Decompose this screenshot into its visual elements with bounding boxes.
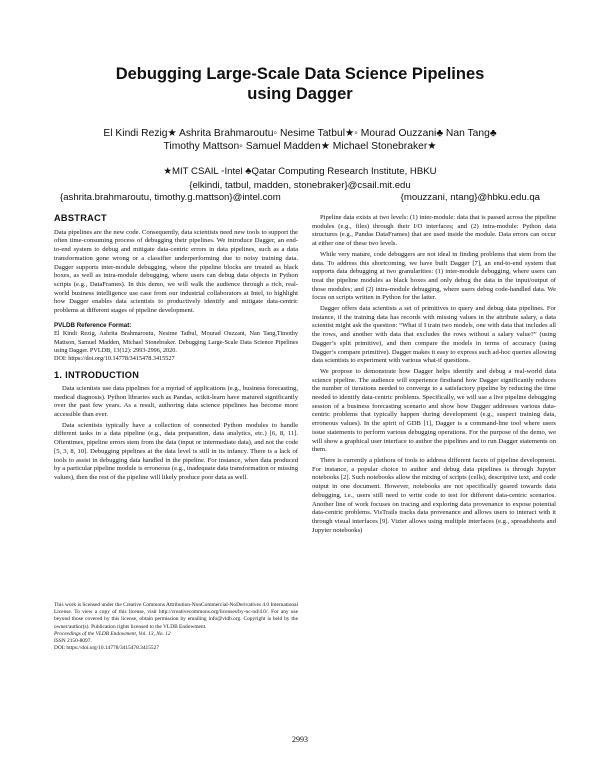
email-intel: {ashrita.brahmaroutu, timothy.g.mattson}@intel.com bbox=[60, 192, 281, 203]
abstract-text: Data pipelines are the new code. Consequently, data scientists need new tools to support the often time-consuming process of debugging their pipelines. We introduce Dagger, an end-to-end system to debug and mitigate data-centric errors in data pipelines, such as a data transformation gone wrong or a classifier underperforming due to noisy training data. Dagger supports inter-module debugging, where the pipeline blocks are treated as black boxes, as well as intra-module debugging, where users can debug data objects in Python scripts (e.g., DataFrames). In this demo, we will walk the audience through a rich, real-world business intelligence use case from our industrial collaborators at Intel, to highlight how Dagger enables data scientists to productively identify and mitigate data-centric problems at different stages of pipeline development. bbox=[54, 228, 298, 315]
email-hbku: {mouzzani, ntang}@hbku.edu.qa bbox=[400, 192, 540, 203]
reference-format-text: El Kindi Rezig, Ashrita Brahmaroutu, Nesime Tatbul, Mourad Ouzzani, Nan Tang,Timothy Mattson, Samuel Madden, Michael Stonebraker. Debugging Large-Scale Data Science Pipelines using Dagger. PVLDB, 13(12): 2993-2996, 2020. bbox=[54, 330, 298, 354]
right-paragraph-1: Pipeline data exists at two levels: (1) inter-module: data that is passed across the pipeline modules (e.g., files) through their I/O interfaces; and (2) intra-module: Python data structures (e.g., Pandas DataFrames) that are used inside the module. Data errors can occur at either one of these two levels. bbox=[312, 214, 556, 248]
email-mit: {elkindi, tatbul, madden, stonebraker}@csail.mit.edu bbox=[189, 180, 411, 191]
right-paragraph-2: While very mature, code debuggers are not ideal in finding problems that stem from the data. To address this shortcoming, we have built Dagger [7], an end-to-end system that supports data debugging at two granularities: (1) inter-module debugging, where users can treat the pipeline modules as black boxes and only debug the data in the input/output of those modules; and (2) intra-module debugging, where users debug code-handled data. We focus on scripts written in Python for the latter. bbox=[312, 250, 556, 302]
reference-format-heading: PVLDB Reference Format: bbox=[54, 321, 132, 329]
authors-line-1: El Kindi Rezig★ Ashrita Brahmaroutu◦ Nesime Tatbul★◦ Mourad Ouzzani♣ Nan Tang♣ bbox=[103, 128, 497, 139]
right-column bbox=[312, 214, 556, 537]
title-line-2: using Dagger bbox=[247, 85, 353, 103]
reference-format-doi: DOI: https://doi.org/10.14778/3415478.3415527 bbox=[54, 355, 175, 363]
abstract-heading: ABSTRACT bbox=[54, 213, 107, 223]
affiliation-institutions: ★MIT CSAIL ◦Intel ♣Qatar Computing Research Institute, HBKU bbox=[163, 166, 437, 177]
license-text: This work is licensed under the Creative Commons Attribution-NonCommercial-NoDerivatives 4.0 International License. To view a copy of this license, visit http://creativecommons.org/licenses/by-nc-nd/4.0/. For any use beyond those covered by this license, obtain permission by emailing info@vldb.org. Copyright is held by the owner/author(s). Publication rights licensed to the VLDB Endowment. bbox=[54, 602, 298, 630]
intro-paragraph-2: Data scientists typically have a collection of connected Python modules to handle different tasks in a data pipeline (e.g., data preparation, data analytics, etc.) [6, 8, 11]. Oftentimes, pipeline errors stem from the data (input or intermediate data), and not the code [5, 3, 8, 10]. Debugging pipelines at the data level is still in its infancy. There is a lack of tools to assist in debugging data handled in the pipeline. For instance, when data produced by a particular pipeline module is erroneous (e.g., inadequate data transformation or missing values), then the rest of the pipeline will likely produce poor data as well. bbox=[54, 421, 298, 481]
reference-format bbox=[54, 322, 298, 364]
page-number: 2993 bbox=[292, 735, 308, 744]
authors-line-2: Timothy Mattson◦ Samuel Madden★ Michael Stonebraker★ bbox=[163, 141, 437, 152]
issn-line: ISSN 2150-8097. bbox=[54, 638, 92, 645]
license-footnote bbox=[54, 602, 298, 652]
right-paragraph-5: There is currently a plethora of tools to address different facets of pipeline development. For instance, a popular choice to author and debug data pipelines is through Jupyter notebooks [2]. Such notebooks allow the mixing of scripts (cells), descriptive text, and code output in one document. However, notebooks are not specifically geared towards data debugging, i.e., users still need to write code to test for different data-centric scenarios. Another line of work focuses on tracing and exploring data provenance to expose potential data-centric problems. VisTrails tracks data provenance and allows users to interact with it through visual interfaces [9]. Vizier allows using multiple interfaces (e.g., spreadsheets and Jupyter notebooks) bbox=[312, 456, 556, 534]
introduction-heading: 1. INTRODUCTION bbox=[54, 370, 140, 381]
footnote-doi: DOI: https://doi.org/10.14778/3415478.3415527 bbox=[54, 645, 160, 652]
right-paragraph-4: We propose to demonstrate how Dagger helps identify and debug a real-world data science pipeline. The audience will experience firsthand how Dagger significantly reduces the number of iterations needed to converge to a satisfactory pipeline by reducing the time needed to identify data-centric problems. Specifically, we will use a live pipeline debugging session of a business forecasting scenario and show how Dagger addresses various data-centric problems that typically happen during development (e.g., suspect training data, erroneous values). In the spirit of GDB [1], Dagger is a command-line tool where users issue statements to perform various debugging operations. For the purpose of the demo, we will show a graphical user interface to author the pipelines and to run Dagger statements on them. bbox=[312, 367, 556, 454]
title-line-1: Debugging Large-Scale Data Science Pipelines bbox=[115, 65, 485, 83]
proceedings-line: Proceedings of the VLDB Endowment, Vol. 13, No. 12 bbox=[54, 630, 171, 637]
paper-title bbox=[60, 64, 540, 104]
author-list bbox=[40, 127, 560, 153]
affiliations bbox=[40, 166, 560, 204]
right-paragraph-3: Dagger offers data scientists a set of primitives to query and debug data pipelines. For instance, if the training data has records with missing values in the attribute salary, a data scientist might ask the question: “What if I train two models, one with data that includes all the rows, and another with data that excludes the rows without a salary value?” (using Dagger’s split primitive), and then compare the models in terms of accuracy (using Dagger’s compare primitive). Dagger makes it easy to express such ad-hoc queries allowing data scientists to experiment with various what-if questions. bbox=[312, 305, 556, 365]
left-column bbox=[54, 214, 298, 485]
intro-paragraph-1: Data scientists use data pipelines for a myriad of applications (e.g., business forecasting, medical diagnosis). Python libraries such as Pandas, scikit-learn have matured significantly over the past few years. As a result, authoring data science pipelines has become more accessible than ever. bbox=[54, 384, 298, 419]
